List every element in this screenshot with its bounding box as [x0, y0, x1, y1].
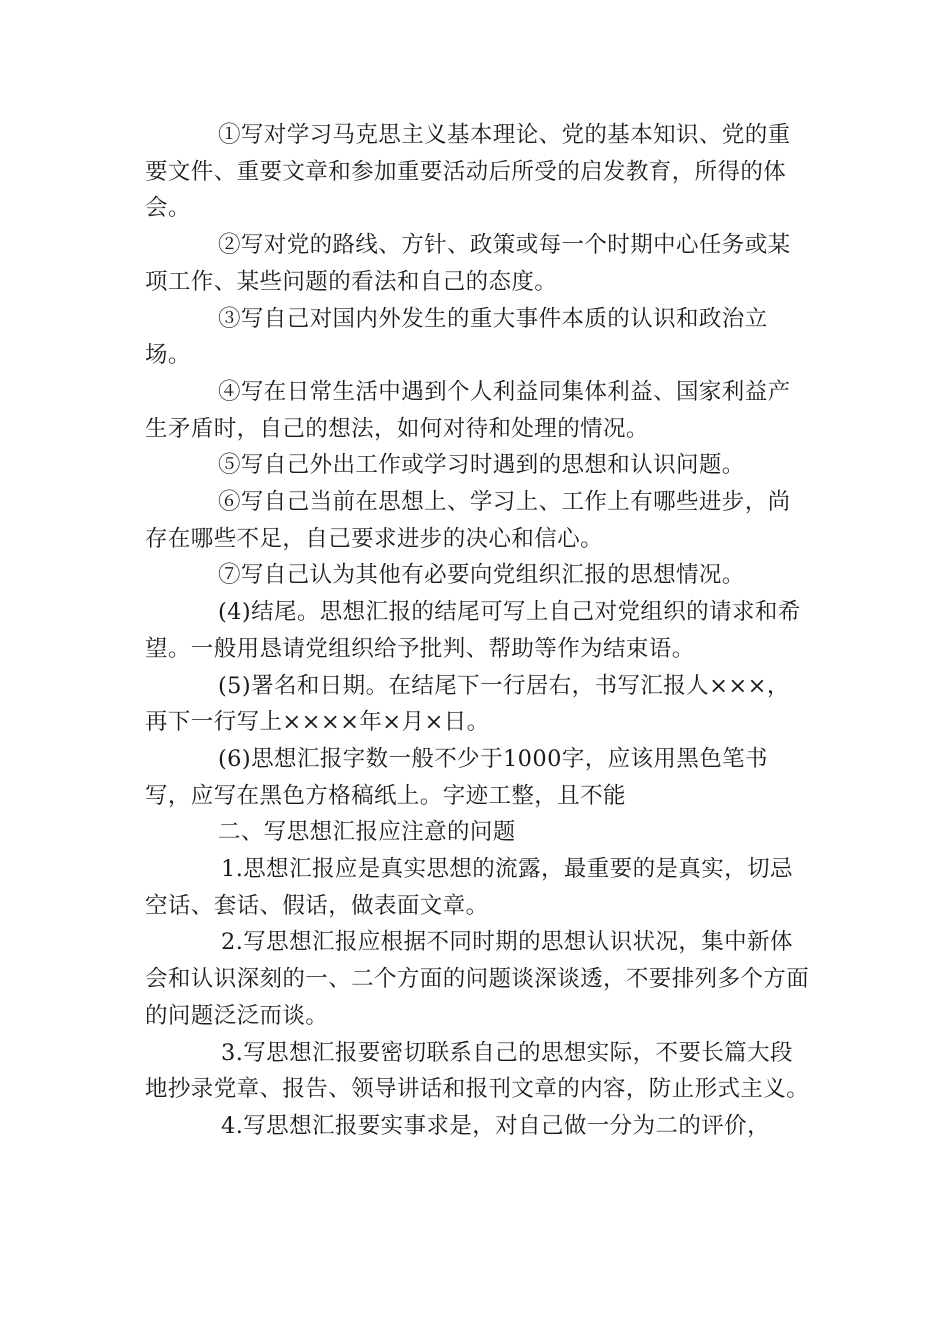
document-body	[145, 117, 810, 1145]
paragraph-5: ⑤写自己外出工作或学习时遇到的思想和认识问题。	[218, 452, 745, 479]
paragraph-7: ⑦写自己认为其他有必要向党组织汇报的思想情况。	[218, 562, 745, 589]
note-2: 2.写思想汇报应根据不同时期的思想认识状况，集中新体会和认识深刻的一、二个方面的问题谈深谈透，不要排列多个方面的问题泛泛而谈。	[145, 929, 810, 1029]
paragraph-6: ⑥写自己当前在思想上、学习上、工作上有哪些进步，尚存在哪些不足，自己要求进步的决心和信心。	[145, 489, 791, 552]
paragraph-signature-date: (5)署名和日期。在结尾下一行居右，书写汇报人×××，再下一行写上××××年×月×日。	[145, 672, 790, 736]
paragraph-4: ④写在日常生活中遇到个人利益同集体利益、国家利益产生矛盾时，自己的想法，如何对待和处理的情况。	[145, 378, 791, 442]
paragraph-3: ③写自己对国内外发生的重大事件本质的认识和政治立场。	[145, 305, 768, 369]
paragraph-ending: (4)结尾。思想汇报的结尾可写上自己对党组织的请求和希望。一般用恳请党组织给予批判、帮助等作为结束语。	[145, 599, 801, 662]
note-1: 1.思想汇报应是真实思想的流露，最重要的是真实，切忌空话、套话、假话，做表面文章。	[145, 856, 793, 919]
note-4: 4.写思想汇报要实事求是，对自己做一分为二的评价，	[221, 1112, 770, 1139]
paragraph-word-count: (6)思想汇报字数一般不少于1000字，应该用黑色笔书写，应写在黑色方格稿纸上。字迹工整，且不能	[145, 745, 768, 809]
paragraph-2: ②写对党的路线、方针、政策或每一个时期中心任务或某项工作、某些问题的看法和自己的态度。	[145, 232, 791, 295]
paragraph-1: ①写对学习马克思主义基本理论、党的基本知识、党的重要文件、重要文章和参加重要活动后所受的启发教育，所得的体会。	[145, 122, 791, 222]
note-3: 3.写思想汇报要密切联系自己的思想实际，不要长篇大段地抄录党章、报告、领导讲话和报刊文章的内容，防止形式主义。	[145, 1039, 810, 1103]
section-heading: 二、写思想汇报应注意的问题	[218, 819, 516, 846]
